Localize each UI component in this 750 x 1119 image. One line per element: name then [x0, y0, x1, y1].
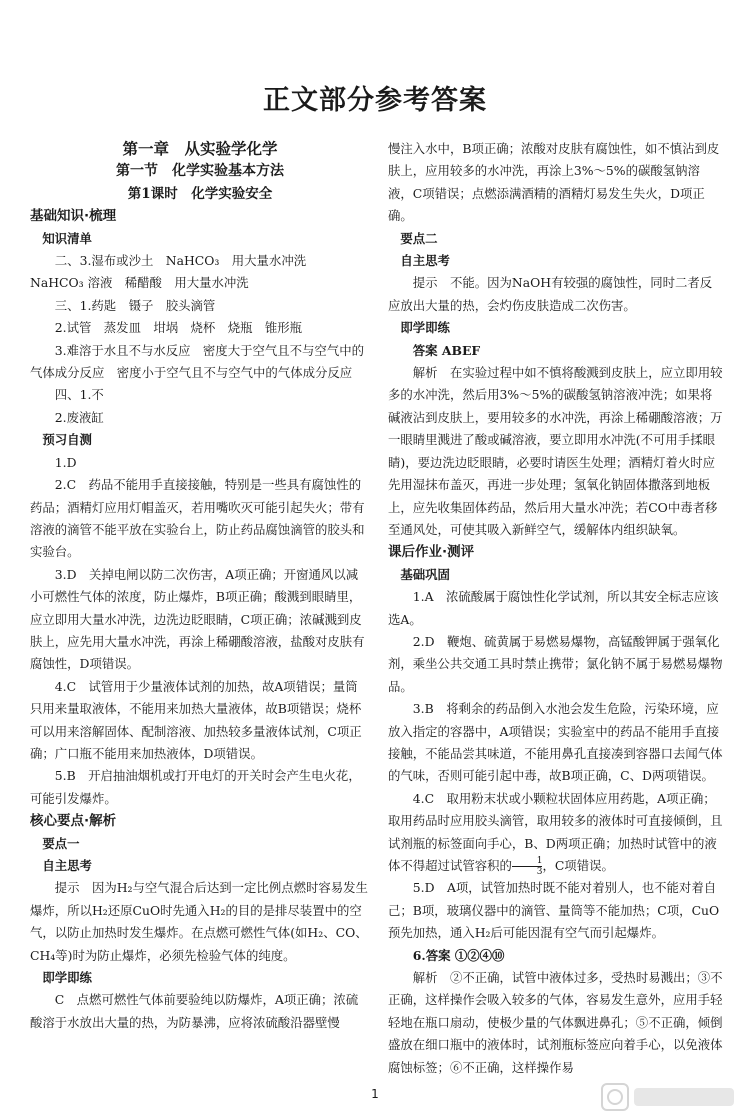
self-think-label: 自主思考	[400, 253, 450, 269]
page-title: 正文部分参考答案	[263, 85, 487, 116]
preview-test-label: 预习自测	[42, 432, 92, 448]
point-two-label: 要点二	[400, 230, 438, 246]
practice-label: 即学即练	[400, 320, 450, 336]
heading-homework: 课后作业·测评	[388, 544, 475, 561]
right-column	[388, 138, 724, 1079]
answer-line: 2.试管 蒸发皿 坩埚 烧杯 烧瓶 锥形瓶	[54, 320, 303, 336]
lesson-title: 第1课时 化学实验安全	[127, 185, 273, 202]
answer-line: 三、1.药匙 镊子 胶头滴管	[54, 297, 216, 313]
answer-line: NaHCO₃ 溶液 稀醋酸 用大量水冲洗	[30, 275, 249, 291]
answer-line: 二、3.湿布或沙土 NaHCO₃ 用大量水冲洗	[54, 253, 307, 269]
self-think-label: 自主思考	[42, 858, 92, 873]
practice-label: 即学即练	[42, 970, 92, 986]
watermark-logo	[600, 1080, 740, 1114]
heading-basic-knowledge: 基础知识·梳理	[30, 208, 117, 225]
fraction-numerator: 1	[512, 856, 543, 867]
fraction-denominator: 3	[536, 867, 543, 877]
answer-line: 3.难溶于水且不与水反应 密度大于空气且不与空气中的气体成分反应 密度小于空气且不与空气中的气体成分反应	[30, 342, 364, 381]
fraction	[512, 856, 543, 877]
left-column	[30, 138, 370, 1034]
chapter-title: 第一章 从实验学化学	[122, 139, 278, 158]
basic-consolidation-label: 基础巩固	[400, 566, 450, 582]
answer-paragraph: 1.D	[54, 454, 77, 470]
heading-core-points: 核心要点·解析	[30, 813, 117, 830]
answer-text: 4.C 取用粉末状或小颗粒状固体应用药匙，A项正确；取用药品时应用胶头滴管，取用较多的液体时可直接倾倒，且试剂瓶的标签面向手心，B、D两项正确；加热时试管中的液体不得超过试管容积的	[388, 790, 723, 873]
answer-paragraph: 慢注入水中，B项正确；浓酸对皮肤有腐蚀性，如不慎沾到皮肤上，应用较多的水冲洗，再涂上3%～5%的碳酸氢钠溶液，C项错误；点燃添满酒精的酒精灯易发生失火，D项正确。	[388, 141, 720, 224]
answer-paragraph: C 点燃可燃性气体前要验纯以防爆炸，A项正确；浓硫酸溶于水放出大量的热，为防暴沸，应将浓硫酸沿器壁慢	[30, 992, 359, 1030]
answer-paragraph: 1.A 浓硫酸属于腐蚀性化学试剂，所以其安全标志应该选A。	[388, 589, 719, 627]
answer-paragraph	[388, 788, 724, 878]
answer-paragraph: 4.C 试管用于少量液体试剂的加热，故A项错误；量筒只用来量取液体，不能用来加热大量液体，故B项错误；烧杯可以用来溶解固体、配制溶液、加热较多量液体试剂，C项正确；广口瓶不能用来加热液体，D项错误。	[30, 678, 362, 761]
knowledge-list-label: 知识清单	[42, 230, 92, 246]
page-number: 1	[371, 1087, 379, 1101]
answer-paragraph: 3.B 将剩余的药品倒入水池会发生危险，污染环境，应放入指定的容器中，A项错误；实验室中的药品不能用手直接接触，不能品尝其味道，不能用鼻孔直接凑到容器口去闻气体的气味，否则可能引起中毒，故B项正确，C、D两项错误。	[388, 701, 723, 784]
answer-paragraph: 5.B 开启抽油烟机或打开电灯的开关时会产生电火花，可能引发爆炸。	[30, 768, 361, 806]
analysis-paragraph: 解析 在实验过程中如不慎将酸溅到皮肤上，应立即用较多的水冲洗，然后用3%～5%的碳酸氢钠溶液冲洗；如果将碱液沾到皮肤上，要用较多的水冲洗，再涂上稀硼酸溶液；万一眼睛里溅进了酸或碱溶液，要立即用水冲洗(不可用手揉眼睛)，要边洗边眨眼睛，必要时请医生处理；酒精灯着火时应先用湿抹布盖灭，再进一步处理；氢氧化钠固体撒落到地板上，应先收集固体药品，然后用大量水冲洗；若CO中毒者移至通风处，可使其吸入新鲜空气，缓解体内组织缺氧。	[388, 365, 723, 537]
answer-text: ，C项错误。	[542, 858, 614, 873]
answer-label: 6.答案 ①②④⑩	[412, 947, 505, 963]
hint-paragraph: 提示 不能。因为NaOH有较强的腐蚀性，同时二者反应放出大量的热，会灼伤皮肤造成二次伤害。	[388, 275, 713, 313]
hint-paragraph: 提示 因为H₂与空气混合后达到一定比例点燃时容易发生爆炸，所以H₂还原CuO时先通入H₂的目的是排尽装置中的空气，以防止加热时发生爆炸。在点燃可燃性气体(如H₂、CO、CH₄等)时为防止爆炸，必须先检验气体的纯度。	[30, 880, 368, 963]
point-one-label: 要点一	[42, 835, 80, 851]
answer-paragraph: 5.D A项，试管加热时既不能对着别人，也不能对着自己；B项，玻璃仪器中的滴管、量筒等不能加热；C项，CuO预先加热，通入H₂后可能因混有空气而引起爆炸。	[388, 880, 720, 941]
answer-paragraph: 2.D 鞭炮、硫黄属于易燃易爆物，高锰酸钾属于强氧化剂，乘坐公共交通工具时禁止携带；氯化钠不属于易燃易爆物品。	[388, 633, 723, 694]
answer-label: 答案 ABEF	[412, 342, 481, 358]
answer-paragraph: 2.C 药品不能用手直接接触，特别是一些具有腐蚀性的药品；酒精灯应用灯帽盖灭，若用嘴吹灭可能引起失火；带有溶液的滴管不能平放在实验台上，防止药品腐蚀滴管的胶头和实验台。	[30, 477, 365, 560]
answer-line: 2.废液缸	[54, 409, 104, 425]
analysis-paragraph: 解析 ②不正确，试管中液体过多，受热时易溅出；③不正确，这样操作会吸入较多的气体，容易发生意外，应用手轻轻地在瓶口扇动，使极少量的气体飘进鼻孔；⑤不正确，倾倒盛放在细口瓶中的液体时，试剂瓶标签应向着手心，以免液体腐蚀标签；⑥不正确，这样操作易	[388, 970, 723, 1075]
answer-line: 四、1.不	[54, 387, 104, 403]
answer-paragraph: 3.D 关掉电闸以防二次伤害，A项正确；开窗通风以减小可燃性气体的浓度，防止爆炸，B项正确；酸溅到眼睛里，应立即用大量水冲洗，边洗边眨眼睛，C项正确；浓碱溅到皮肤上，应先用大量水冲洗，再涂上稀硼酸溶液，盐酸对皮肤有腐蚀性，D项错误。	[30, 566, 365, 672]
section-title: 第一节 化学实验基本方法	[116, 163, 284, 180]
